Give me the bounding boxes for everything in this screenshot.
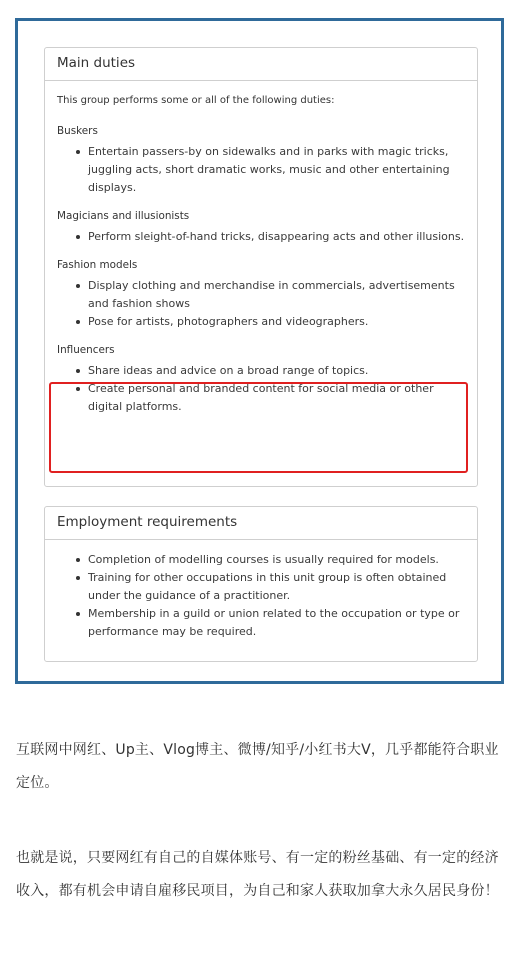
card-title: Employment requirements xyxy=(45,507,477,540)
card-body xyxy=(45,81,477,416)
duty-list xyxy=(57,228,465,246)
duty-list xyxy=(57,277,465,331)
paragraph: 互联网中网红、Up主、Vlog博主、微博/知乎/小红书大V，几乎都能符合职业定位。 xyxy=(16,742,499,791)
list-item: Create personal and branded content for social media or other digital platforms. xyxy=(88,380,465,416)
group-title: Fashion models xyxy=(57,259,138,271)
list-item: Display clothing and merchandise in commercials, advertisements and fashion shows xyxy=(88,277,465,313)
list-item: Pose for artists, photographers and videographers. xyxy=(88,313,465,331)
list-item: Share ideas and advice on a broad range of topics. xyxy=(88,362,465,380)
duty-group-buskers xyxy=(57,124,465,197)
list-item: Training for other occupations in this unit group is often obtained under the guidance of a practitioner. xyxy=(88,569,465,605)
requirements-list xyxy=(57,551,465,641)
group-title: Influencers xyxy=(57,344,115,356)
duty-group-magicians xyxy=(57,209,465,246)
list-item: Membership in a guild or union related to the occupation or type or performance may be required. xyxy=(88,605,465,641)
employment-requirements-card xyxy=(44,506,478,662)
list-item: Completion of modelling courses is usually required for models. xyxy=(88,551,465,569)
card-title: Main duties xyxy=(45,48,477,81)
group-title: Magicians and illusionists xyxy=(57,210,190,222)
main-duties-card xyxy=(44,47,478,487)
group-title: Buskers xyxy=(57,125,98,137)
list-item: Perform sleight-of-hand tricks, disappearing acts and other illusions. xyxy=(88,228,465,246)
duty-list xyxy=(57,143,465,197)
paragraph: 也就是说，只要网红有自己的自媒体账号、有一定的粉丝基础、有一定的经济收入，都有机会申请自雇移民项目，为自己和家人获取加拿大永久居民身份！ xyxy=(16,850,499,899)
card-body xyxy=(45,540,477,641)
screenshot-frame xyxy=(15,18,504,684)
intro-text: This group performs some or all of the following duties: xyxy=(57,95,335,106)
influencers-highlight-box xyxy=(49,382,468,473)
duty-group-fashion-models xyxy=(57,258,465,331)
list-item: Entertain passers-by on sidewalks and in parks with magic tricks, juggling acts, short dramatic works, music and other entertaining displays. xyxy=(88,143,465,197)
